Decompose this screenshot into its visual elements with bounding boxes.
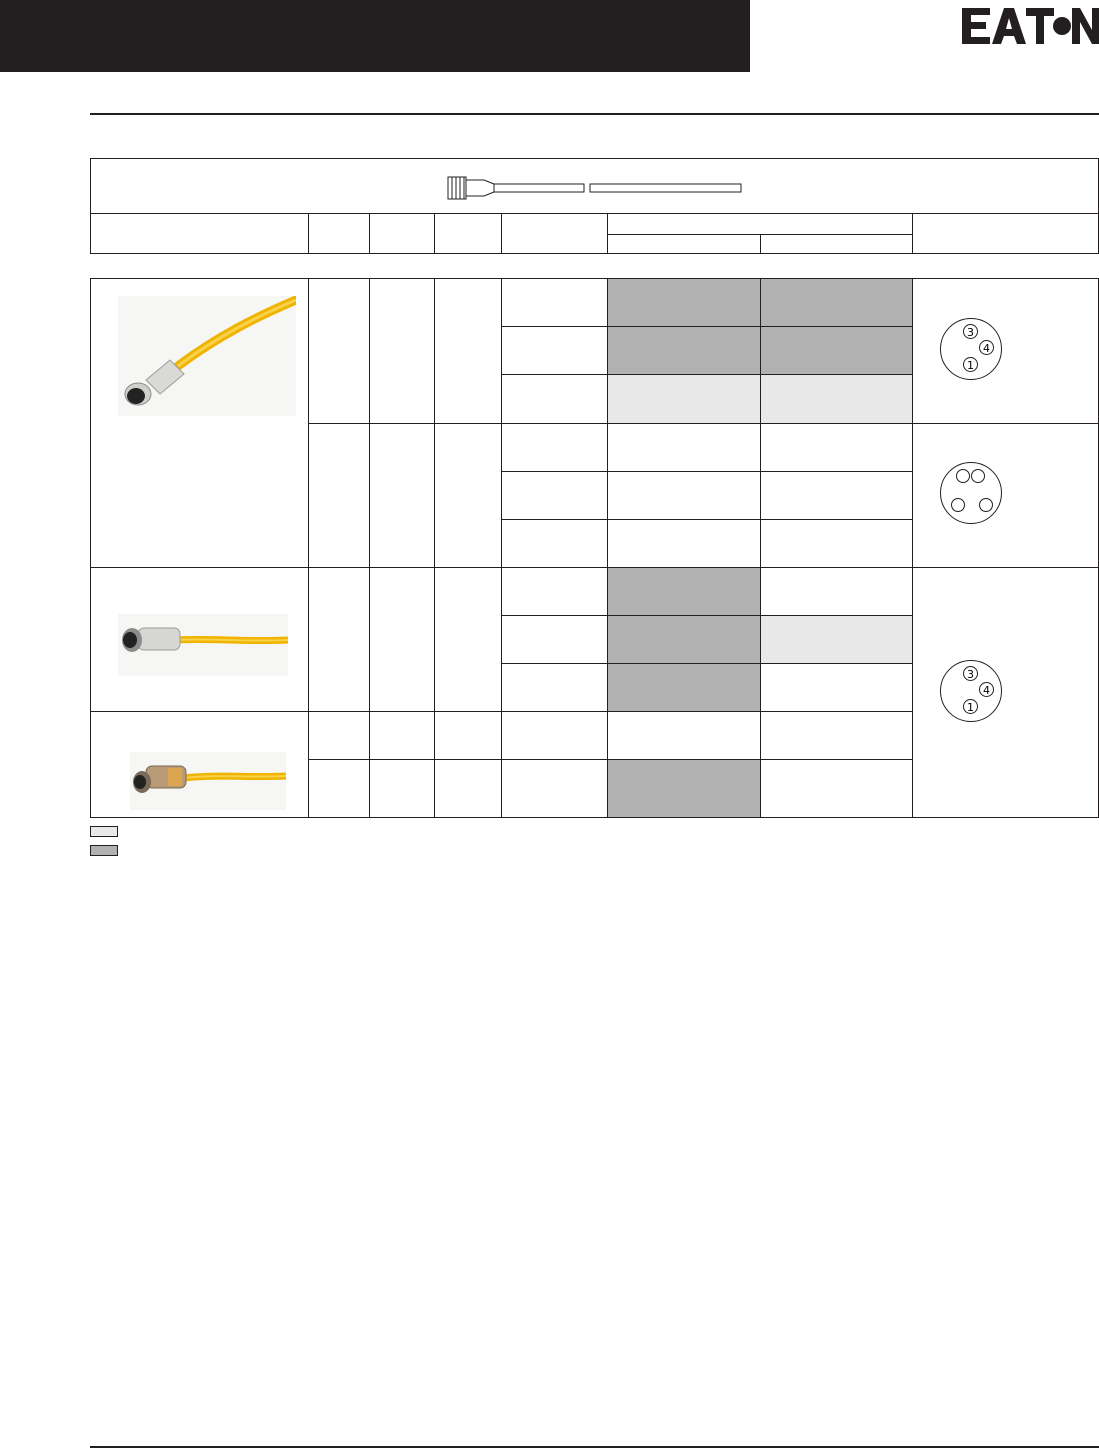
spec-c-col2 <box>308 567 370 712</box>
col-header-catalog-b <box>760 234 913 254</box>
spec-d2-col4 <box>434 759 502 818</box>
catalog-cell-a <box>607 711 761 760</box>
catalog-cell-a <box>607 567 761 616</box>
photo-straight-connector <box>118 296 296 416</box>
length-cell <box>501 759 608 818</box>
length-cell <box>501 326 608 375</box>
header-band <box>0 0 750 72</box>
hole-1-b <box>956 469 970 483</box>
catalog-cell-b <box>760 615 913 664</box>
length-cell <box>501 471 608 520</box>
spec-a-col2 <box>308 278 370 424</box>
spec-c-col3 <box>369 567 435 712</box>
spec-c-col4 <box>434 567 502 712</box>
catalog-cell-b <box>760 374 913 424</box>
cable-diagram <box>444 174 744 202</box>
catalog-cell-b <box>760 471 913 520</box>
length-cell <box>501 278 608 327</box>
length-cell <box>501 615 608 664</box>
catalog-cell-a <box>607 759 761 818</box>
spec-d2-col3 <box>369 759 435 818</box>
catalog-cell-a <box>607 278 761 327</box>
catalog-cell-b <box>760 711 913 760</box>
pin-3-a: 3 <box>963 324 978 339</box>
col-header-catalog-a <box>607 234 761 254</box>
catalog-cell-b <box>760 326 913 375</box>
spec-b-col2 <box>308 423 370 568</box>
spec-a-col3 <box>369 278 435 424</box>
catalog-cell-a <box>607 663 761 712</box>
catalog-cell-b <box>760 759 913 818</box>
spec-d1-col3 <box>369 711 435 760</box>
spec-b-col4 <box>434 423 502 568</box>
col-header-catalog-group <box>607 213 913 235</box>
length-cell <box>501 711 608 760</box>
length-cell <box>501 374 608 424</box>
catalog-cell-a <box>607 615 761 664</box>
length-cell <box>501 519 608 568</box>
spec-b-col3 <box>369 423 435 568</box>
length-cell <box>501 423 608 472</box>
hole-4-b <box>979 498 993 512</box>
hole-2-b <box>971 469 985 483</box>
catalog-cell-b <box>760 663 913 712</box>
pinout-face-b <box>940 462 1002 524</box>
catalog-cell-a <box>607 519 761 568</box>
col-header-3 <box>369 213 435 254</box>
pin-3-c: 3 <box>963 666 978 681</box>
catalog-cell-b <box>760 278 913 327</box>
pin-1-c: 1 <box>963 699 978 714</box>
spec-a-col4 <box>434 278 502 424</box>
bottom-rule <box>90 1446 1099 1448</box>
col-header-4 <box>434 213 502 254</box>
col-header-length <box>501 213 608 254</box>
pin-4-c: 4 <box>979 682 994 697</box>
length-cell <box>501 663 608 712</box>
catalog-cell-a <box>607 326 761 375</box>
catalog-cell-b <box>760 519 913 568</box>
spec-d1-col4 <box>434 711 502 760</box>
col-header-description <box>90 213 309 254</box>
catalog-cell-a <box>607 374 761 424</box>
hole-3-b <box>951 498 965 512</box>
catalog-cell-b <box>760 423 913 472</box>
legend-swatch-light <box>90 826 118 837</box>
top-rule <box>90 113 1099 115</box>
photo-right-angle-connector <box>118 614 288 676</box>
catalog-cell-b <box>760 567 913 616</box>
pin-1-a: 1 <box>963 357 978 372</box>
length-cell <box>501 567 608 616</box>
col-header-pinout <box>912 213 1099 254</box>
catalog-cell-a <box>607 423 761 472</box>
spec-d2-col2 <box>308 759 370 818</box>
legend-swatch-dark <box>90 845 118 856</box>
catalog-cell-a <box>607 471 761 520</box>
pin-4-a: 4 <box>979 340 994 355</box>
eaton-logo <box>962 8 1099 44</box>
col-header-2 <box>308 213 370 254</box>
photo-right-angle-led-connector <box>130 752 286 810</box>
spec-d1-col2 <box>308 711 370 760</box>
